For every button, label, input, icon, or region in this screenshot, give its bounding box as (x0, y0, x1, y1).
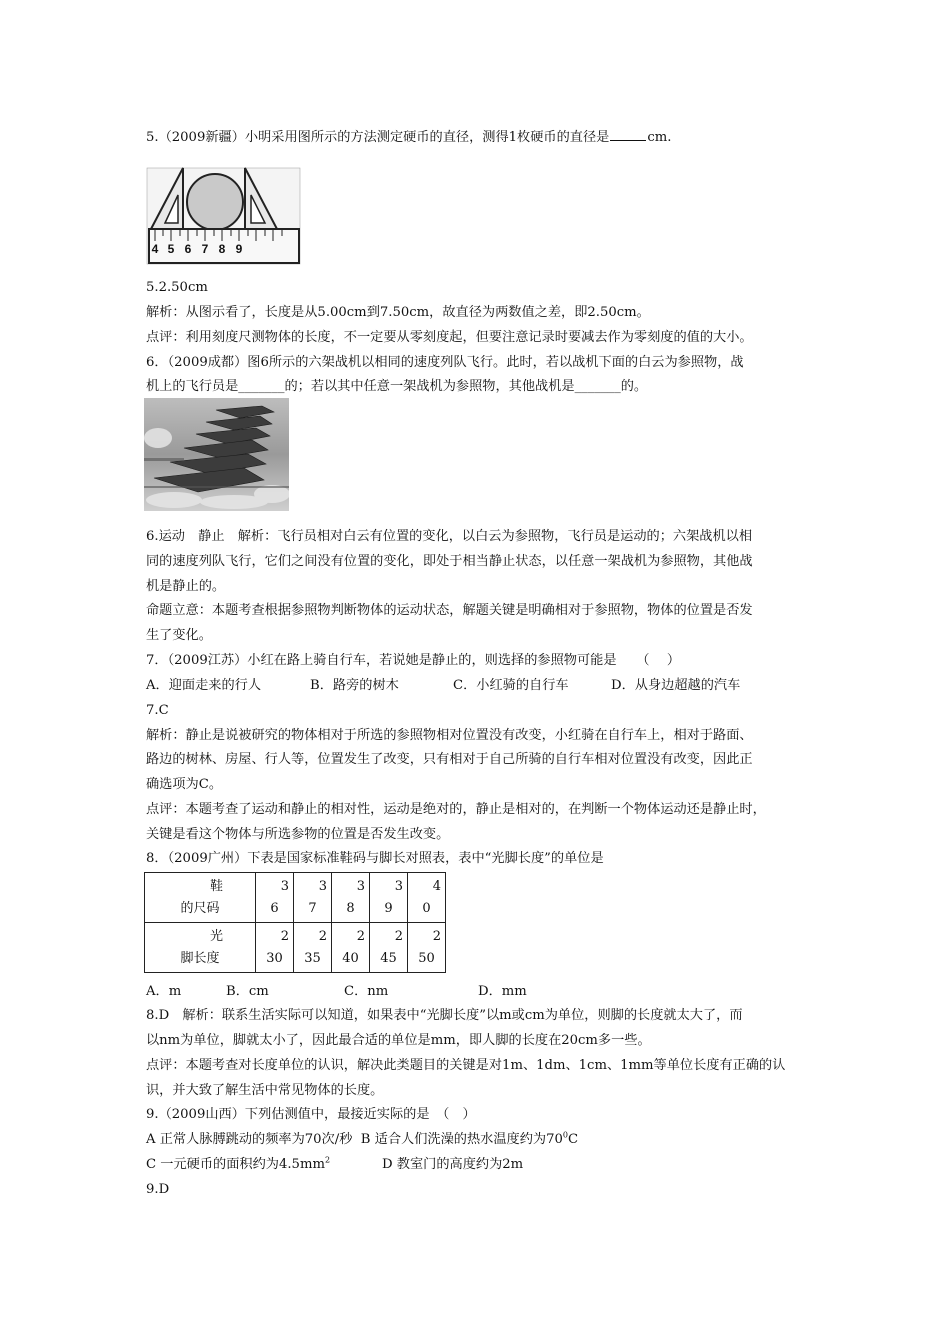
table-cell (294, 923, 332, 973)
q7-choice-b: B．路旁的树木 (310, 678, 399, 693)
cell-text: 脚长度 (180, 951, 220, 966)
fighter-jets-photo (144, 398, 289, 511)
q8-choice-a: A．m (146, 984, 182, 999)
cell-text: 3 (280, 879, 289, 894)
q9-question: 9.（2009山西）下列估测值中，最接近实际的是 （ ） (146, 1107, 476, 1122)
q6-question-line1: 6．（2009成都）图6所示的六架战机以相同的速度列队飞行。此时，若以战机下面的白云为参照物，战 (146, 355, 744, 370)
ruler-tick-label: 7 (201, 242, 209, 256)
q8-choice-d: D．mm (478, 984, 527, 999)
shoe-size-table (144, 872, 446, 973)
table-header-cell (145, 873, 256, 923)
q9-choice-b-superscript: 0 (562, 1130, 568, 1140)
q5-comment: 点评：利用刻度尺测物体的长度，不一定要从零刻度起，但要注意记录时要减去作为零刻度的值的大小。 (146, 330, 753, 345)
cell-text: 6 (270, 901, 279, 916)
table-cell (408, 873, 446, 923)
q6-answer-line2: 同的速度列队飞行，它们之间没有位置的变化，即处于相当静止状态，以任意一架战机为参照物，其他战 (146, 554, 753, 569)
table-row (145, 923, 446, 973)
cell-text: 2 (432, 929, 441, 944)
coin-ruler-figure (145, 165, 305, 267)
cell-text: 30 (266, 951, 283, 966)
table-cell (256, 873, 294, 923)
q9-choice-d: D 教室门的高度约为2m (382, 1157, 524, 1172)
ruler-tick-label: 6 (184, 242, 192, 256)
q5-answer: 5.2.50cm (146, 280, 208, 295)
q5-question (146, 128, 806, 147)
q8-comment-line1: 点评：本题考查对长度单位的认识，解决此类题目的关键是对1m、1dm、1cm、1mm等单位长度有正确的认 (146, 1058, 786, 1073)
q9-choice-b-text: B 适合人们洗澡的热水温度约为70 (360, 1132, 563, 1147)
q7-analysis-line1: 解析：静止是说被研究的物体相对于所选的参照物相对位置没有改变，小红骑在自行车上，相对于路面、 (146, 728, 753, 743)
table-cell (256, 923, 294, 973)
q9-choice-c-superscript: 2 (324, 1155, 331, 1165)
q7-answer: 7.C (146, 703, 169, 718)
cell-text: 2 (318, 929, 327, 944)
q7-choice-c: C．小红骑的自行车 (453, 678, 569, 693)
q7-choice-a: A．迎面走来的行人 (146, 678, 262, 693)
ruler-tick-label: 8 (218, 242, 226, 256)
q8-comment-line2: 识，并大致了解生活中常见物体的长度。 (146, 1083, 384, 1098)
q7-choices (146, 677, 806, 695)
q9-choices-ab (146, 1131, 806, 1149)
q9-answer: 9.D (146, 1182, 170, 1197)
cell-text: 35 (304, 951, 321, 966)
cell-text: 2 (394, 929, 403, 944)
ruler-tick-label: 5 (167, 242, 175, 256)
q9-choice-b (361, 1132, 578, 1147)
table-cell (408, 923, 446, 973)
cell-text: 40 (342, 951, 359, 966)
q9-choice-c-text: C 一元硬币的面积约为4.5mm (146, 1157, 325, 1172)
ruler-tick-label: 9 (235, 242, 243, 256)
q9-choice-a: A 正常人脉膊跳动的频率为70次/秒 (146, 1132, 353, 1147)
q7-question: 7．（2009江苏）小红在路上骑自行车，若说她是静止的，则选择的参照物可能是 （ ） (146, 653, 681, 668)
cell-text: 光 (209, 929, 223, 944)
q6-intent-line2: 生了变化。 (146, 628, 212, 643)
table-row (145, 873, 446, 923)
cell-text: 4 (432, 879, 441, 894)
q5-question-prefix: 5.（2009新疆）小明采用图所示的方法测定硬币的直径，测得1枚硬币的直径是 (146, 130, 610, 145)
q6-answer-line3: 机是静止的。 (146, 579, 226, 594)
cell-text: 50 (418, 951, 435, 966)
cell-text: 7 (308, 901, 317, 916)
q6-question-line2: 机上的飞行员是_______的；若以其中任意一架战机为参照物，其他战机是_______的。 (146, 379, 648, 394)
table-header-cell (145, 923, 256, 973)
q7-comment-line2: 关键是看这个物体与所选参物的位置是否发生改变。 (146, 827, 450, 842)
q6-answer-line1: 6.运动 静止 解析：飞行员相对白云有位置的变化，以白云为参照物，飞行员是运动的；六架战机以相 (146, 529, 753, 544)
cell-text: 9 (384, 901, 393, 916)
q8-choice-c: C．nm (344, 984, 389, 999)
q7-analysis-line3: 确选项为C。 (146, 777, 223, 792)
table-cell (370, 923, 408, 973)
q8-choice-b: B．cm (226, 984, 269, 999)
q5-answer-blank (610, 128, 646, 141)
cell-text: 的尺码 (180, 901, 220, 916)
q9-choice-c (146, 1156, 382, 1174)
q7-comment-line1: 点评：本题考查了运动和静止的相对性，运动是绝对的，静止是相对的，在判断一个物体运动还是静止时， (146, 802, 766, 817)
cell-text: 0 (422, 901, 431, 916)
table-cell (332, 873, 370, 923)
cell-text: 2 (280, 929, 289, 944)
ruler-tick-label: 4 (151, 242, 159, 256)
q9-choices-cd (146, 1156, 806, 1174)
cell-text: 2 (356, 929, 365, 944)
q7-analysis-line2: 路边的树林、房屋、行人等，位置发生了改变，只有相对于自己所骑的自行车相对位置没有改变，因此正 (146, 752, 753, 767)
table-cell (332, 923, 370, 973)
cell-text: 45 (380, 951, 397, 966)
q5-question-suffix: cm. (647, 130, 672, 145)
table-cell (294, 873, 332, 923)
q5-analysis: 解析：从图示看了，长度是从5.00cm到7.50cm，故直径为两数值之差，即2.50cm。 (146, 305, 650, 320)
q6-intent-line1: 命题立意：本题考查根据参照物判断物体的运动状态，解题关键是明确相对于参照物，物体的位置是否发 (146, 603, 753, 618)
q8-choices (146, 983, 806, 1001)
q8-answer-line2: 以nm为单位，脚就太小了，因此最合适的单位是mm，即人脚的长度在20cm多一些。 (146, 1033, 651, 1048)
cell-text: 3 (318, 879, 327, 894)
q8-question: 8．（2009广州）下表是国家标准鞋码与脚长对照表，表中“光脚长度”的单位是 (146, 851, 604, 866)
q7-choice-d: D．从身边超越的汽车 (611, 678, 741, 693)
q9-choice-b-unit: C (567, 1132, 579, 1147)
q8-answer-line1: 8.D 解析：联系生活实际可以知道，如果表中“光脚长度”以m或cm为单位，则脚的长度就太大了，而 (146, 1008, 743, 1023)
cell-text: 8 (346, 901, 355, 916)
cell-text: 3 (394, 879, 403, 894)
cell-text: 鞋 (209, 879, 223, 894)
cell-text: 3 (356, 879, 365, 894)
table-cell (370, 873, 408, 923)
